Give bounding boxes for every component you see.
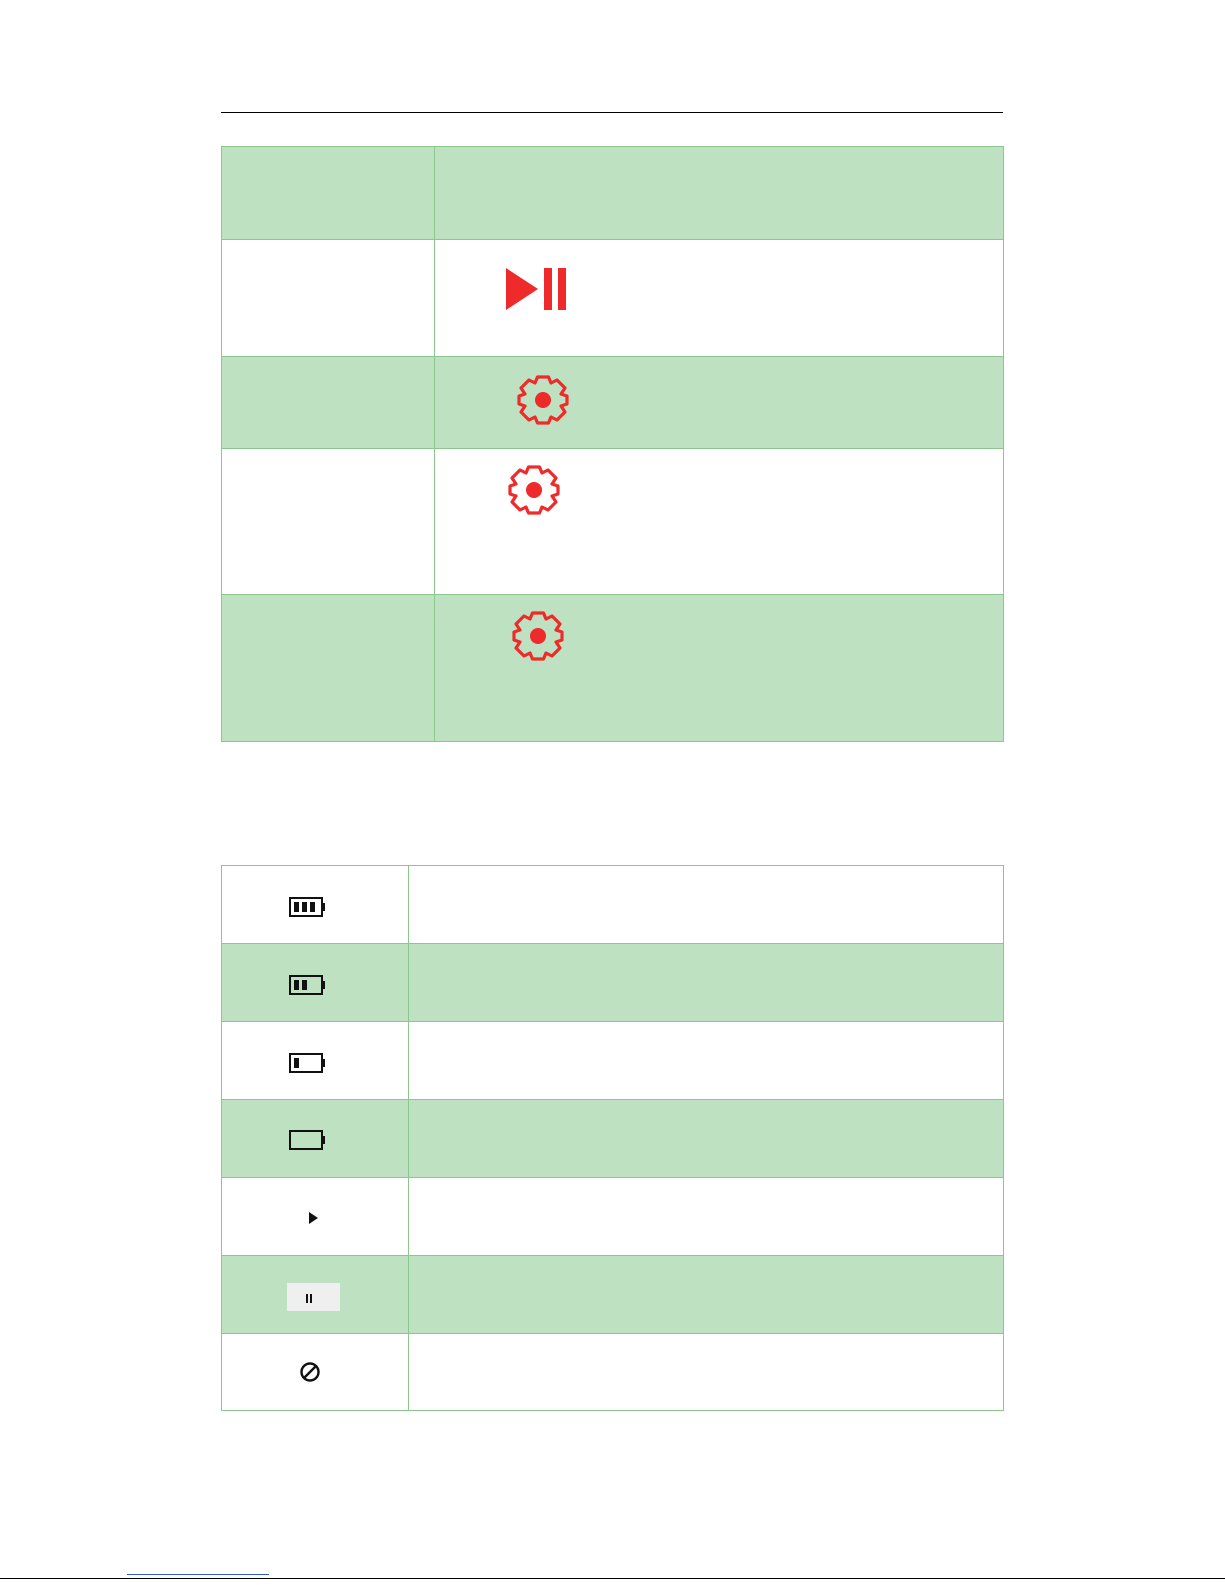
- table-cell: [222, 866, 409, 944]
- table-row: [222, 595, 1004, 742]
- battery-full-icon: [289, 897, 327, 919]
- table-cell: [409, 1256, 1004, 1334]
- table-cell: [222, 449, 435, 595]
- table-row: [222, 357, 1004, 449]
- footnote-link-underline: [127, 1574, 269, 1575]
- table-cell: [222, 595, 435, 742]
- battery-empty-icon: [289, 1130, 327, 1152]
- gear-icon: [506, 462, 562, 518]
- table-row: [222, 1022, 1004, 1100]
- battery-two-thirds-icon: [289, 975, 327, 997]
- table-row: [222, 866, 1004, 944]
- play-pause-icon: [506, 268, 572, 312]
- status-icon-table: [221, 865, 1004, 1411]
- table-cell: [222, 944, 409, 1022]
- table-cell: [222, 1334, 409, 1411]
- gear-icon: [510, 608, 566, 664]
- play-icon: [308, 1211, 320, 1225]
- table-cell: [435, 595, 1004, 742]
- table-row: [222, 1100, 1004, 1178]
- header-rule: [221, 112, 1003, 113]
- table-cell: [222, 147, 435, 240]
- table-row: [222, 944, 1004, 1022]
- table-cell: [409, 1022, 1004, 1100]
- table-row: [222, 1334, 1004, 1411]
- pause-icon: [287, 1283, 340, 1311]
- table-cell: [222, 1100, 409, 1178]
- table-row: [222, 1178, 1004, 1256]
- table-row: [222, 240, 1004, 357]
- table-cell: [409, 944, 1004, 1022]
- table-cell: [409, 1178, 1004, 1256]
- table-cell: [409, 866, 1004, 944]
- table-cell: [409, 1334, 1004, 1411]
- table-cell: [222, 1022, 409, 1100]
- table-cell: [435, 147, 1004, 240]
- table-cell: [409, 1100, 1004, 1178]
- table-row: [222, 147, 1004, 240]
- table-cell: [435, 240, 1004, 357]
- table-cell: [222, 240, 435, 357]
- table-row: [222, 449, 1004, 595]
- table-row: [222, 1256, 1004, 1334]
- gear-icon: [515, 372, 571, 428]
- table-cell: [435, 449, 1004, 595]
- prohibited-icon: [298, 1360, 322, 1384]
- footer-rule: [0, 1578, 1225, 1579]
- table-cell: [435, 357, 1004, 449]
- table-cell: [222, 1256, 409, 1334]
- battery-one-third-icon: [289, 1053, 327, 1075]
- control-table: [221, 146, 1004, 742]
- table-cell: [222, 1178, 409, 1256]
- table-cell: [222, 357, 435, 449]
